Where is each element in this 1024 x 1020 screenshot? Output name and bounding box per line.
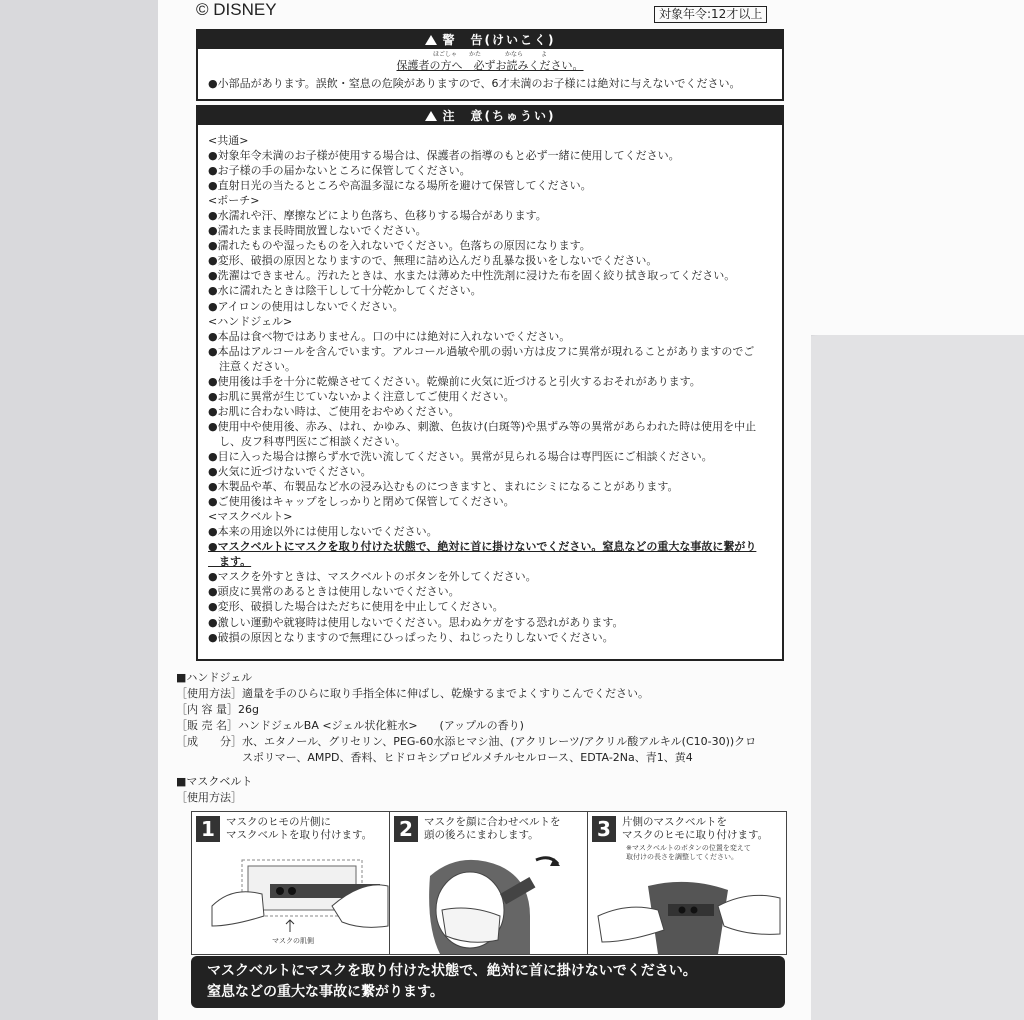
warning-triangle-icon (425, 35, 437, 45)
step-3 (588, 812, 786, 954)
caution-line: 注意ください。 (208, 359, 296, 373)
step-1 (192, 812, 390, 954)
caution-line: ●お子様の手の届かないところに保管してください。 (208, 164, 471, 178)
caution-line: ●お肌に異常が生じていないかよく注意してご使用ください。 (208, 389, 515, 403)
warning-ruby: ほごしゃ かた かなら よ (432, 51, 547, 58)
step-number: 1 (196, 816, 220, 842)
warning-header (198, 31, 782, 49)
caution-line: ●火気に近づけないでください。 (208, 465, 372, 479)
guardian-line: 保護者の方へ 必ずお読みください。 (396, 59, 584, 72)
step-text: マスクを顔に合わせベルトを 頭の後ろにまわします。 (424, 816, 561, 841)
caution-line: ●ご使用後はキャップをしっかりと閉めて保管してください。 (208, 495, 515, 509)
caution-line: ●直射日光の当たるところや高温多湿になる場所を避けて保管してください。 (208, 179, 592, 193)
copyright-text: © DISNEY (196, 0, 277, 19)
hand-gel-heading: ■ハンドジェル (176, 671, 253, 684)
caution-line: ●目に入った場合は擦らず水で洗い流してください。異常が見られる場合は専門医にご相談ください。 (208, 449, 713, 463)
caution-line-emphasis: ●マスクベルトにマスクを取り付けた状態で、絶対に首に掛けないでください。窒息などの重大な事故に繋がり (208, 540, 757, 554)
warning-box (196, 29, 784, 101)
warning-title: 警 告(けいこく) (442, 33, 556, 47)
caution-line: ●激しい運動や就寝時は使用しないでください。思わぬケガをする恐れがあります。 (208, 615, 624, 629)
background-shape (800, 335, 1024, 1020)
caution-box (196, 105, 784, 661)
caution-lines (198, 125, 782, 645)
caution-line: ●マスクを外すときは、マスクベルトのボタンを外してください。 (208, 570, 537, 584)
hand-gel-usage: ［使用方法］適量を手のひらに取り手指全体に伸ばし、乾燥するまでよくすりこんでください。 (176, 687, 649, 700)
step-number: 3 (592, 816, 616, 842)
caution-line: ●アイロンの使用はしないでください。 (208, 299, 404, 313)
mask-adjust-illustration (588, 846, 786, 954)
hand-gel-sales-name: ［販 売 名］ハンドジェルBA <ジェル状化粧水> (アップルの香り) (176, 719, 524, 732)
mask-skin-side-label: マスクの肌側 (272, 937, 314, 945)
caution-line: ●水に濡れたときは陰干しして十分乾かしてください。 (208, 284, 482, 298)
caution-line: ●変形、破損した場合はただちに使用を中止してください。 (208, 600, 504, 614)
caution-line: ●本来の用途以外には使用しないでください。 (208, 525, 438, 539)
caution-line: ●頭皮に異常のあるときは使用しないでください。 (208, 585, 460, 599)
bottom-warning (191, 956, 785, 1008)
mask-belt-heading: ■マスクベルト (176, 775, 253, 788)
warning-line: ●小部品があります。誤飲・窒息の危険がありますので、6才未満のお子様には絶対に与えないでください。 (208, 77, 741, 90)
caution-line: <ポーチ> (208, 194, 260, 208)
caution-line: ●濡れたまま長時間放置しないでください。 (208, 224, 427, 238)
bottom-warning-line: マスクベルトにマスクを取り付けた状態で、絶対に首に掛けないでください。 (207, 963, 697, 979)
caution-header (198, 107, 782, 125)
caution-line: ●お肌に合わない時は、ご使用をおやめください。 (208, 404, 460, 418)
caution-line: ●水濡れや汗、摩擦などにより色落ち、色移りする場合があります。 (208, 209, 547, 223)
caution-line: ●使用後は手を十分に乾燥させてください。乾燥前に火気に近づけると引火するおそれがあります。 (208, 374, 701, 388)
caution-line: ●使用中や使用後、赤み、はれ、かゆみ、刺激、色抜け(白斑等)や黒ずみ等の異常があらわれた時は使用を中止 (208, 419, 757, 433)
mask-wear-illustration (390, 846, 588, 954)
hand-gel-content: ［内 容 量］26g (176, 703, 259, 716)
hand-gel-ingredients: ［成 分］水、エタノール、グリセリン、PEG-60水添ヒマシ油、(アクリレーツ/アクリル酸アルキル(C10-30))クロ (176, 735, 757, 748)
hand-gel-specs (176, 670, 796, 766)
caution-line: し、皮フ科専門医にご相談ください。 (208, 434, 406, 448)
caution-line: <共通> (208, 134, 249, 147)
caution-line: ●本品は食べ物ではありません。口の中には絶対に入れないでください。 (208, 329, 571, 343)
caution-line: <マスクベルト> (208, 510, 293, 524)
caution-line: ●洗濯はできません。汚れたときは、水または薄めた中性洗剤に浸けた布を固く絞り拭き取ってください。 (208, 269, 736, 283)
step-text: 片側のマスクベルトを マスクのヒモに取り付けます。 (622, 816, 769, 841)
mask-belt-steps (191, 811, 787, 955)
caution-line: ●対象年令未満のお子様が使用する場合は、保護者の指導のもと必ず一緒に使用してください。 (208, 149, 680, 163)
step-text: マスクのヒモの片側に マスクベルトを取り付けます。 (226, 816, 373, 841)
caution-line: ●変形、破損の原因となりますので、無理に詰め込んだり乱暴な扱いをしないでください。 (208, 254, 658, 268)
caution-line: ●木製品や革、布製品など水の浸み込むものにつきますと、まれにシミになることがあります。 (208, 480, 679, 494)
step-2 (390, 812, 588, 954)
mask-belt-usage: ［使用方法］ (176, 791, 242, 804)
caution-line: ●濡れたものや湿ったものを入れないでください。色落ちの原因になります。 (208, 239, 591, 253)
caution-line: <ハンドジェル> (208, 314, 293, 328)
caution-line: ●本品はアルコールを含んでいます。アルコール過敏や肌の弱い方は皮フに異常が現れることがありますのでご (208, 344, 755, 358)
caution-line-emphasis: ます。 (208, 555, 252, 569)
caution-line: ●破損の原因となりますので無理にひっぱったり、ねじったりしないでください。 (208, 630, 614, 644)
step-note: ※マスクベルトのボタンの位置を変えて 取付けの長さを調整してください。 (626, 844, 751, 861)
background-panel (811, 0, 1024, 335)
hand-gel-ingredients-cont: スポリマー、AMPD、香料、ヒドロキシプロピルメチルセルロース、EDTA-2Na、青1、黄4 (176, 751, 693, 764)
caution-triangle-icon (425, 111, 437, 121)
age-label: 対象年令:12才以上 (654, 6, 767, 23)
caution-title: 注 意(ちゅうい) (442, 109, 556, 123)
step-number: 2 (394, 816, 418, 842)
bottom-warning-line: 窒息などの重大な事故に繋がります。 (207, 984, 444, 1000)
mask-belt-section (176, 774, 252, 806)
